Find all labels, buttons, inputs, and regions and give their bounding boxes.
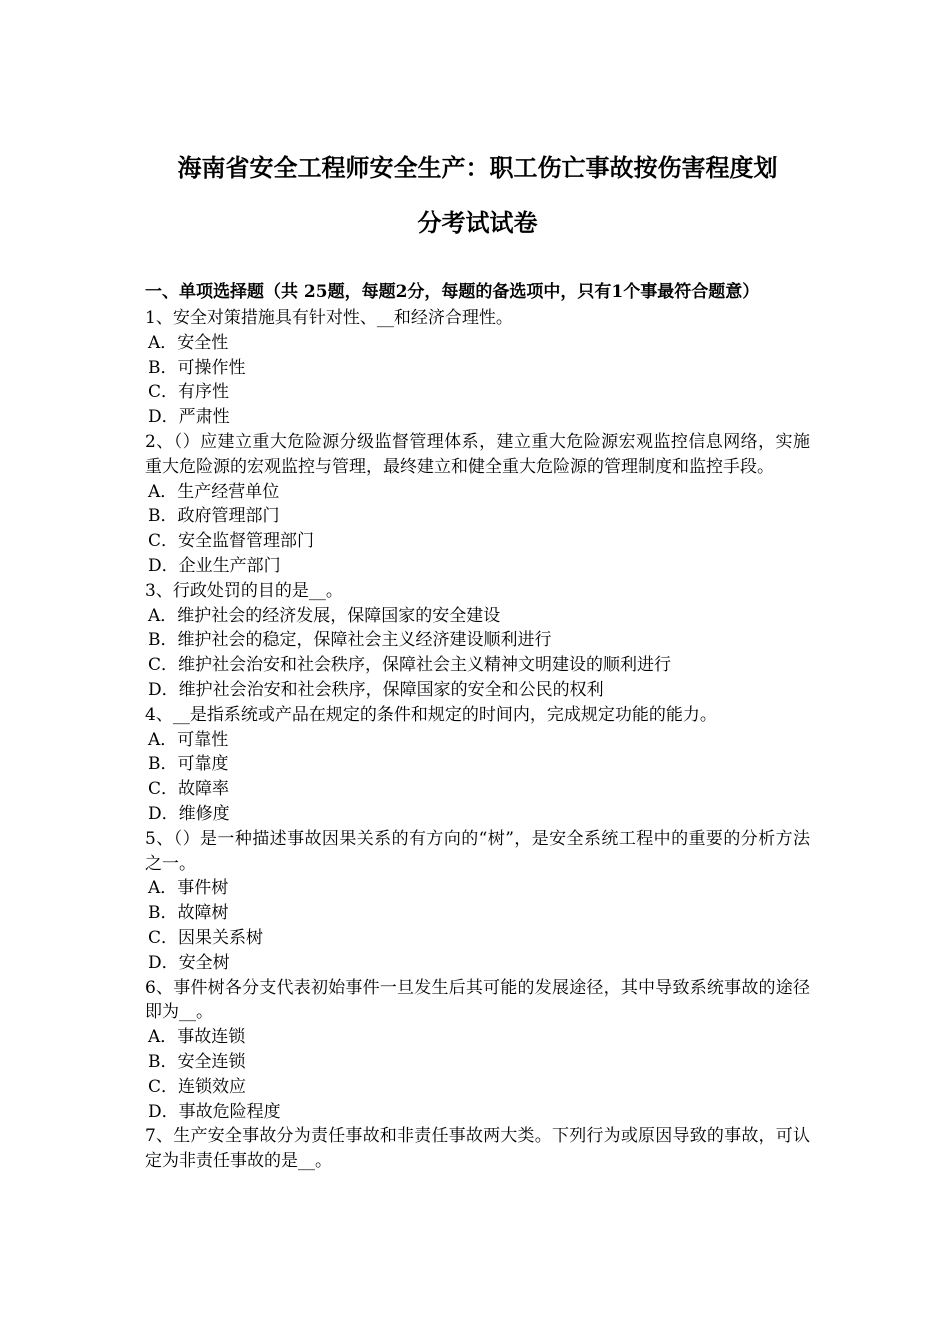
question-4 xyxy=(145,703,810,827)
question-3 xyxy=(145,579,810,703)
option-a: A．安全性 xyxy=(148,332,229,353)
question-stem: 2、（）应建立重大危险源分级监督管理体系，建立重大危险源宏观监控信息网络，实施重大危险源的宏观监控与管理，最终建立和健全重大危险源的管理制度和监控手段。 xyxy=(145,431,810,477)
option-b: B．维护社会的稳定，保障社会主义经济建设顺利进行 xyxy=(148,630,552,651)
document-title-line-1: 海南省安全工程师安全生产：职工伤亡事故按伤害程度划 xyxy=(177,153,778,182)
option-d: D．安全树 xyxy=(148,952,230,973)
question-stem: 4、__是指系统或产品在规定的条件和规定的时间内，完成规定功能的能力。 xyxy=(145,704,717,725)
section-heading: 一、单项选择题（共 25题，每题2分，每题的备选项中，只有1个事最符合题意） xyxy=(145,282,760,302)
option-a: A．可靠性 xyxy=(148,729,229,750)
option-c: C．安全监督管理部门 xyxy=(148,531,315,552)
option-d: D．事故危险程度 xyxy=(148,1101,281,1122)
option-a: A．维护社会的经济发展，保障国家的安全建设 xyxy=(148,605,501,626)
option-b: B．可靠度 xyxy=(148,754,229,775)
option-a: A．生产经营单位 xyxy=(148,481,280,502)
option-b: B．政府管理部门 xyxy=(148,506,280,527)
option-d: D．企业生产部门 xyxy=(148,555,281,576)
option-c: C．有序性 xyxy=(148,382,230,403)
question-6 xyxy=(145,976,810,1125)
question-1 xyxy=(145,306,810,430)
option-c: C．维护社会治安和社会秩序，保障社会主义精神文明建设的顺利进行 xyxy=(148,655,672,676)
option-b: B．故障树 xyxy=(148,903,229,924)
question-5 xyxy=(145,827,810,976)
option-b: B．安全连锁 xyxy=(148,1051,246,1072)
option-d: D．维护社会治安和社会秩序，保障国家的安全和公民的权利 xyxy=(148,679,604,700)
option-d: D．严肃性 xyxy=(148,407,230,428)
document-page xyxy=(145,148,810,1174)
question-2 xyxy=(145,430,810,579)
question-stem: 7、生产安全事故分为责任事故和非责任事故两大类。下列行为或原因导致的事故，可认定为非责任事故的是__。 xyxy=(145,1126,810,1172)
question-stem: 5、（）是一种描述事故因果关系的有方向的“树”，是安全系统工程中的重要的分析方法之一。 xyxy=(145,828,810,874)
option-a: A．事件树 xyxy=(148,878,229,899)
option-c: C．因果关系树 xyxy=(148,927,264,948)
document-title-line-2: 分考试试卷 xyxy=(417,208,538,237)
question-list xyxy=(145,306,810,1174)
question-7 xyxy=(145,1124,810,1174)
question-stem: 6、事件树各分支代表初始事件一旦发生后其可能的发展途径，其中导致系统事故的途径即为__。 xyxy=(145,977,810,1023)
question-stem: 1、安全对策措施具有针对性、__和经济合理性。 xyxy=(145,308,513,328)
option-a: A．事故连锁 xyxy=(148,1027,246,1048)
question-stem: 3、行政处罚的目的是__。 xyxy=(145,580,343,601)
option-c: C．连锁效应 xyxy=(148,1076,247,1097)
option-b: B．可操作性 xyxy=(148,357,246,378)
option-c: C．故障率 xyxy=(148,779,230,800)
option-d: D．维修度 xyxy=(148,803,230,824)
